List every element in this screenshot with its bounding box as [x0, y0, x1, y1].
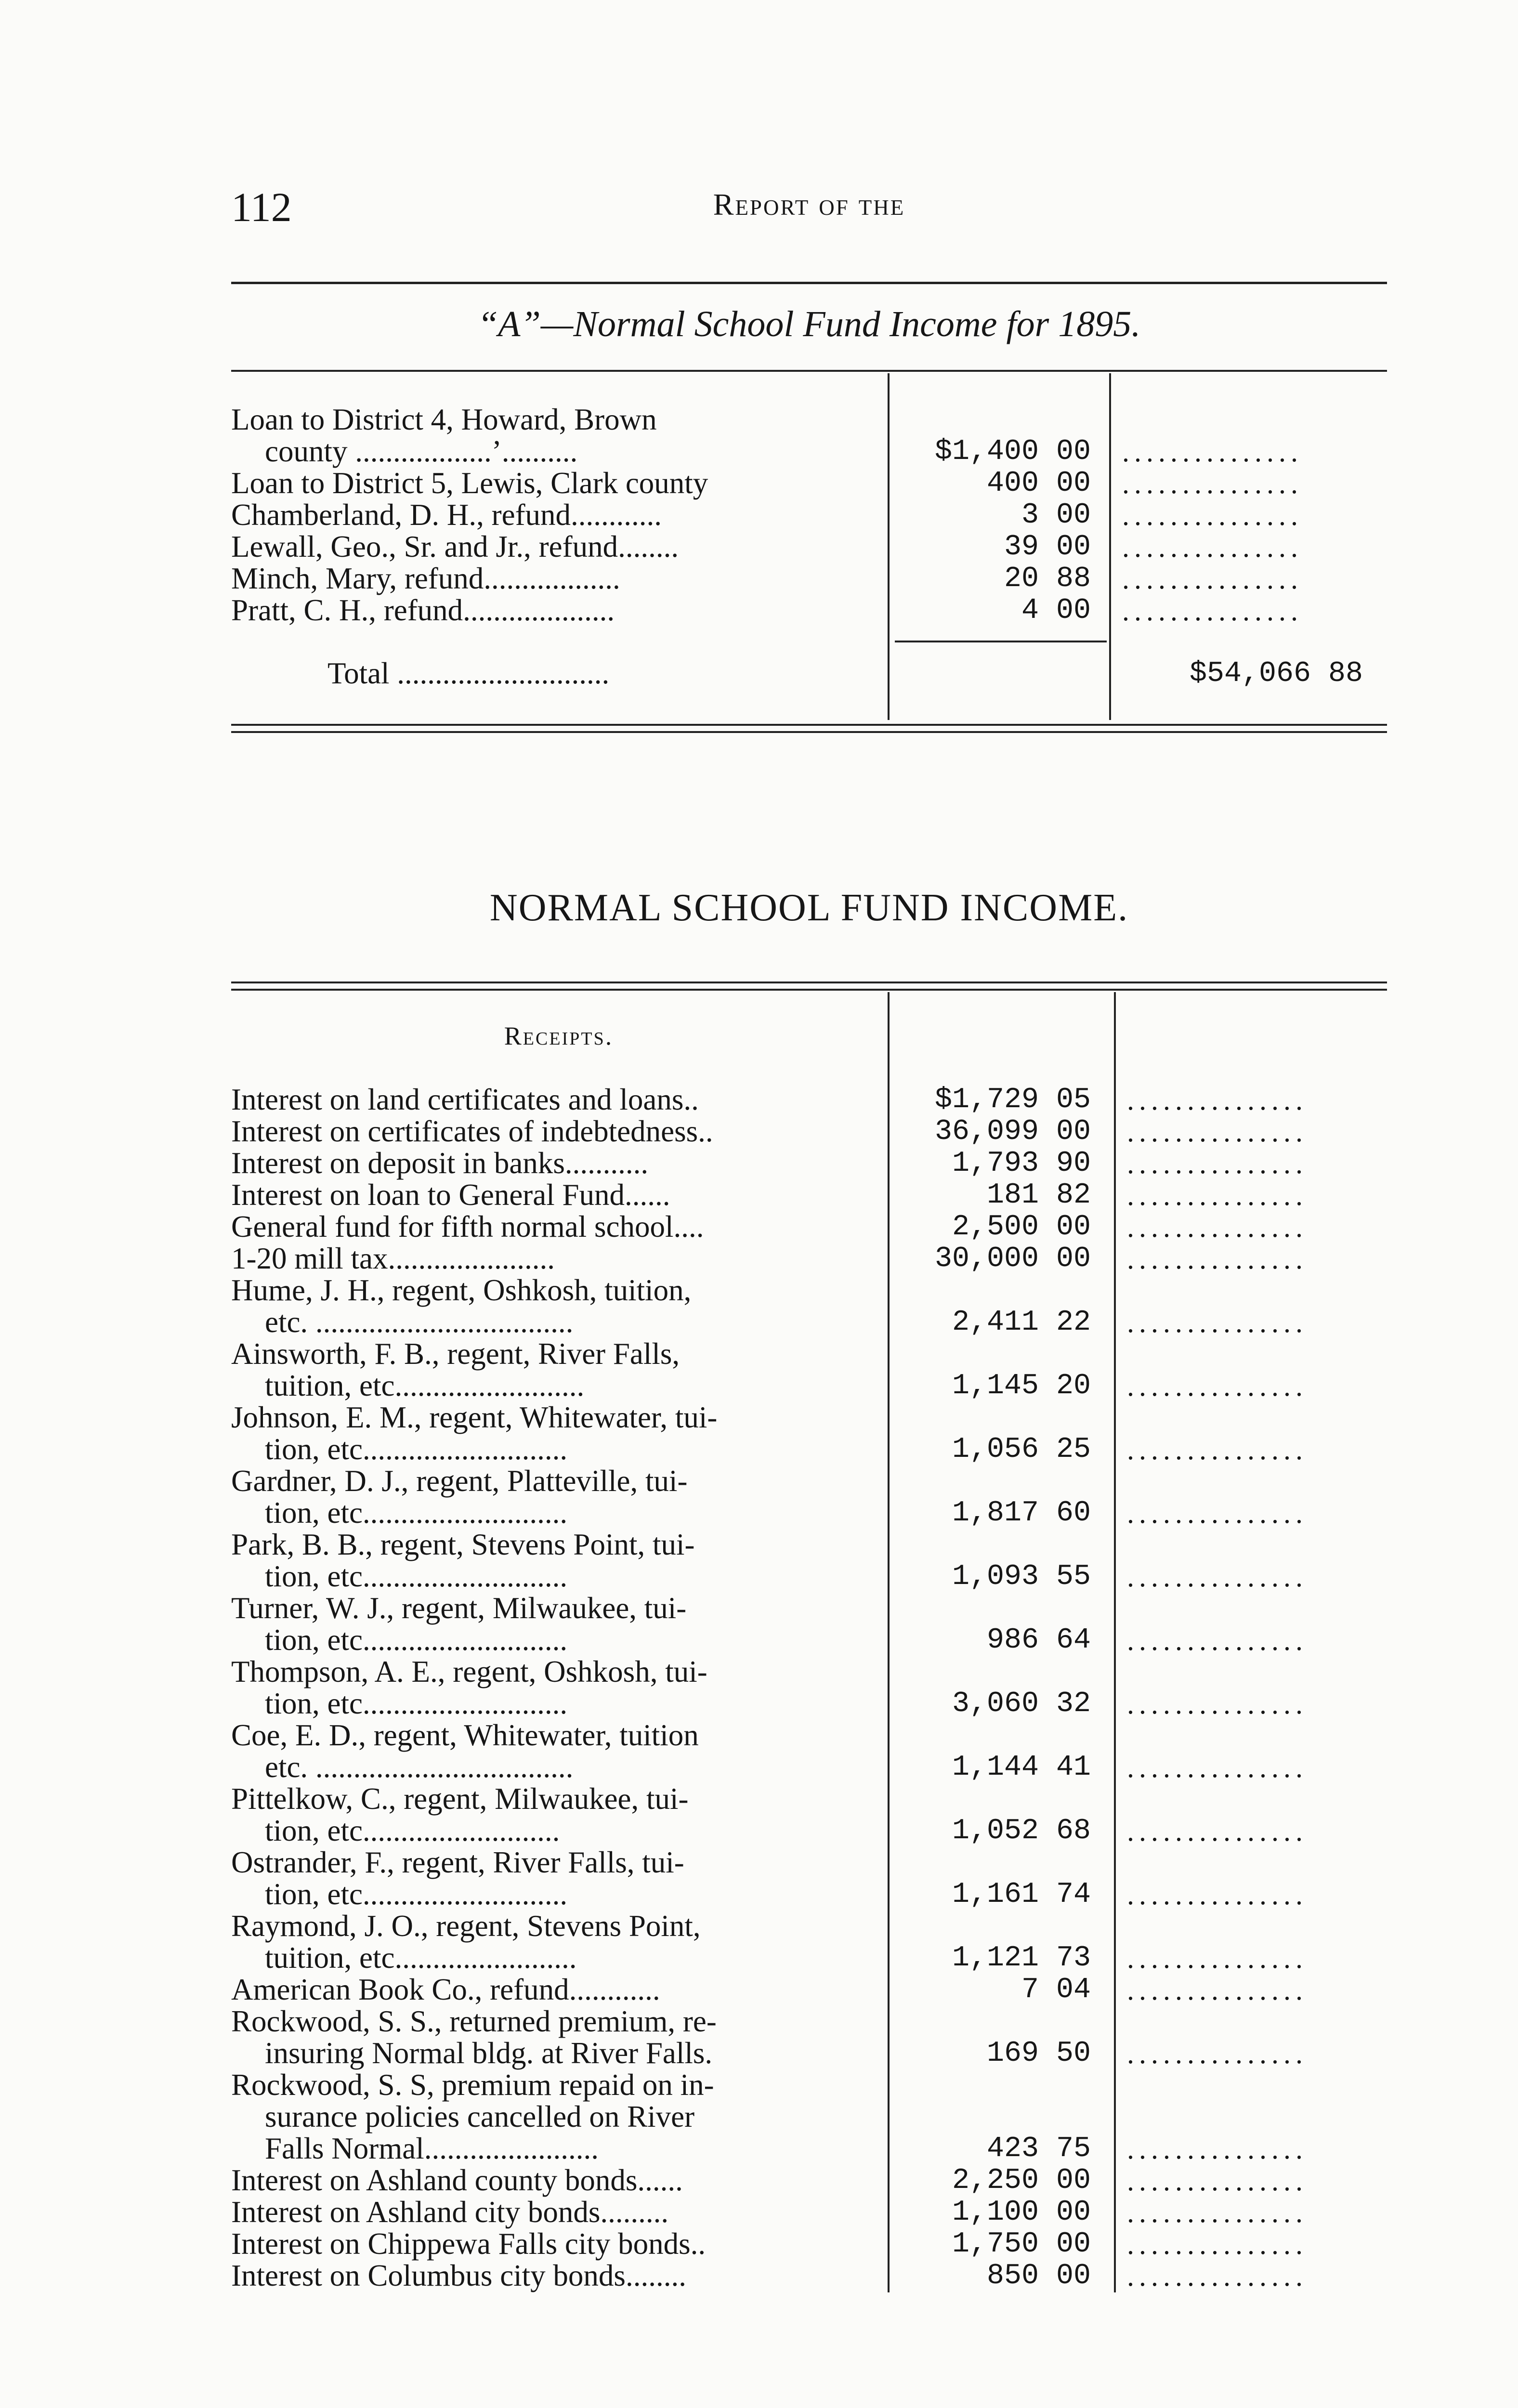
row-description: Rockwood, S. S., returned premium, re- — [231, 2004, 717, 2038]
row-description: Interest on certificates of indebtedness.. — [231, 1114, 713, 1148]
row-description: Lewall, Geo., Sr. and Jr., refund........ — [231, 530, 679, 563]
total-column-leader: ............... — [1127, 1942, 1308, 1974]
total-column-leader: ............... — [1127, 1179, 1308, 1211]
row-amount: 3 00 — [1021, 499, 1091, 532]
total-column-leader: ............... — [1122, 531, 1303, 563]
total-column-leader: ............... — [1122, 499, 1303, 531]
total-column-leader: ............... — [1127, 1116, 1308, 1148]
total-column-leader: ............... — [1127, 1497, 1308, 1529]
total-column-leader: ............... — [1127, 1370, 1308, 1402]
row-description: Interest on Chippewa Falls city bonds.. — [231, 2227, 706, 2261]
row-description-continued: etc. .................................. — [265, 1750, 574, 1784]
total-column-leader: ............... — [1127, 1974, 1308, 2006]
row-description-continued: tion, etc........................... — [265, 1559, 568, 1593]
row-description-continued: tion, etc........................... — [265, 1623, 568, 1657]
column-divider — [888, 373, 890, 720]
row-description: Chamberland, D. H., refund............ — [231, 498, 662, 532]
total-column-leader: ............... — [1122, 595, 1303, 627]
row-amount: $1,400 00 — [934, 435, 1091, 468]
total-column-leader: ............... — [1127, 1243, 1308, 1275]
row-description: Raymond, J. O., regent, Stevens Point, — [231, 1909, 701, 1943]
column-divider — [1114, 992, 1116, 2292]
row-amount: 7 04 — [1021, 1974, 1091, 2006]
row-amount: $1,729 05 — [934, 1084, 1091, 1116]
row-amount: 1,145 20 — [952, 1370, 1091, 1402]
row-description: Ainsworth, F. B., regent, River Falls, — [231, 1337, 680, 1371]
row-description-continued: tion, etc........................... — [265, 1877, 568, 1911]
total-column-leader: ............... — [1127, 1307, 1308, 1338]
row-description-continued: Falls Normal....................... — [265, 2132, 599, 2165]
row-amount: 1,793 90 — [952, 1147, 1091, 1180]
section-b-top-rule-2 — [231, 989, 1387, 991]
column-divider — [1109, 373, 1111, 720]
total-column-leader: ............... — [1122, 563, 1303, 595]
total-column-leader: ............... — [1127, 1084, 1308, 1116]
row-amount: 850 00 — [986, 2260, 1091, 2292]
row-amount: 169 50 — [986, 2037, 1091, 2070]
row-description: Ostrander, F., regent, River Falls, tui- — [231, 1845, 684, 1879]
row-description: Rockwood, S. S, premium repaid on in- — [231, 2068, 714, 2102]
section-a-top-rule — [231, 370, 1387, 372]
row-amount: 986 64 — [986, 1624, 1091, 1657]
total-column-leader: ............... — [1127, 1879, 1308, 1911]
row-amount: 1,817 60 — [952, 1497, 1091, 1530]
row-description: Thompson, A. E., regent, Oshkosh, tui- — [231, 1655, 707, 1688]
row-amount: 1,144 41 — [952, 1751, 1091, 1784]
row-description: Hume, J. H., regent, Oshkosh, tuition, — [231, 1273, 692, 1307]
row-description: Johnson, E. M., regent, Whitewater, tui- — [231, 1400, 718, 1434]
total-column-leader: ............... — [1122, 436, 1303, 468]
row-description-continued: tion, etc.......................... — [265, 1814, 560, 1847]
row-amount: 2,500 00 — [952, 1211, 1091, 1243]
row-amount: 1,750 00 — [952, 2228, 1091, 2261]
row-amount: 1,052 68 — [952, 1815, 1091, 1847]
section-a-bottom-rule-2 — [231, 731, 1387, 733]
total-label: Total ............................ — [327, 656, 610, 690]
total-column-leader: ............... — [1127, 1624, 1308, 1656]
total-column-leader: ............... — [1127, 1211, 1308, 1243]
row-description: 1-20 mill tax...................... — [231, 1242, 555, 1275]
row-description-continued: tion, etc........................... — [265, 1687, 568, 1720]
total-column-leader: ............... — [1127, 1148, 1308, 1179]
row-description-continued: insuring Normal bldg. at River Falls. — [265, 2036, 713, 2070]
row-description: Gardner, D. J., regent, Platteville, tui- — [231, 1464, 688, 1498]
row-description-continued: tuition, etc......................... — [265, 1369, 585, 1402]
row-amount: 20 88 — [1004, 563, 1091, 595]
row-description: Pittelkow, C., regent, Milwaukee, tui- — [231, 1782, 689, 1816]
row-description: Park, B. B., regent, Stevens Point, tui- — [231, 1528, 695, 1561]
row-description: Pratt, C. H., refund.................... — [231, 593, 615, 627]
row-description: Interest on loan to General Fund...... — [231, 1178, 670, 1212]
row-amount: 30,000 00 — [934, 1243, 1091, 1275]
section-b-top-rule — [231, 982, 1387, 983]
header-rule — [231, 282, 1387, 284]
row-description: Coe, E. D., regent, Whitewater, tuition — [231, 1718, 699, 1752]
row-description: General fund for fifth normal school.... — [231, 1210, 704, 1243]
total-column-leader: ............... — [1127, 2038, 1308, 2069]
total-amount: $54,066 88 — [1189, 657, 1363, 690]
row-description: American Book Co., refund............ — [231, 1973, 660, 2006]
row-amount: 1,100 00 — [952, 2196, 1091, 2229]
total-column-leader: ............... — [1127, 1815, 1308, 1847]
total-column-leader: ............... — [1122, 468, 1303, 499]
column-divider — [888, 992, 890, 2292]
total-column-leader: ............... — [1127, 2228, 1308, 2260]
row-amount: 400 00 — [986, 467, 1091, 500]
row-amount: 3,060 32 — [952, 1688, 1091, 1720]
row-amount: 2,250 00 — [952, 2164, 1091, 2197]
row-amount: 1,056 25 — [952, 1433, 1091, 1466]
row-amount: 1,161 74 — [952, 1878, 1091, 1911]
row-description-continued: county ..................’.......... — [265, 434, 578, 468]
row-amount: 36,099 00 — [934, 1115, 1091, 1148]
total-column-leader: ............... — [1127, 2197, 1308, 2228]
total-column-leader: ............... — [1127, 1561, 1308, 1593]
total-column-leader: ............... — [1127, 1752, 1308, 1783]
section-a-bottom-rule — [231, 724, 1387, 726]
running-title: Report of the — [713, 187, 905, 222]
row-amount: 2,411 22 — [952, 1306, 1091, 1339]
row-amount: 423 75 — [986, 2133, 1091, 2165]
row-description: Interest on land certificates and loans.. — [231, 1083, 699, 1116]
row-description-continued: etc. .................................. — [265, 1305, 574, 1339]
row-amount: 1,093 55 — [952, 1560, 1091, 1593]
row-amount: 4 00 — [1021, 594, 1091, 627]
row-amount: 39 00 — [1004, 531, 1091, 563]
total-column-leader: ............... — [1127, 2165, 1308, 2197]
total-column-leader: ............... — [1127, 2260, 1308, 2292]
row-description: Interest on deposit in banks........... — [231, 1146, 649, 1180]
row-description: Minch, Mary, refund.................. — [231, 562, 620, 595]
row-description-continued: surance policies cancelled on River — [265, 2100, 695, 2133]
page-number: 112 — [231, 184, 292, 230]
row-description: Interest on Ashland county bonds...... — [231, 2163, 683, 2197]
row-amount: 1,121 73 — [952, 1942, 1091, 1975]
row-amount: 181 82 — [986, 1179, 1091, 1212]
row-description: Loan to District 5, Lewis, Clark county — [231, 466, 708, 500]
row-description-continued: tion, etc........................... — [265, 1432, 568, 1466]
total-column-leader: ............... — [1127, 2133, 1308, 2165]
running-header — [231, 183, 1387, 236]
row-description-continued: tion, etc........................... — [265, 1496, 568, 1530]
total-column-leader: ............... — [1127, 1434, 1308, 1466]
row-description: Interest on Ashland city bonds......... — [231, 2195, 669, 2229]
row-description: Turner, W. J., regent, Milwaukee, tui- — [231, 1591, 687, 1625]
section-a-title: “A”—Normal School Fund Income for 1895. — [477, 304, 1141, 344]
row-description-continued: tuition, etc........................ — [265, 1941, 577, 1975]
total-column-leader: ............... — [1127, 1688, 1308, 1720]
receipts-subheading: Receipts. — [504, 1021, 614, 1050]
row-description: Loan to District 4, Howard, Brown — [231, 403, 657, 436]
row-description: Interest on Columbus city bonds........ — [231, 2259, 686, 2292]
subtotal-rule — [895, 641, 1107, 642]
section-b-title: NORMAL SCHOOL FUND INCOME. — [489, 887, 1129, 929]
